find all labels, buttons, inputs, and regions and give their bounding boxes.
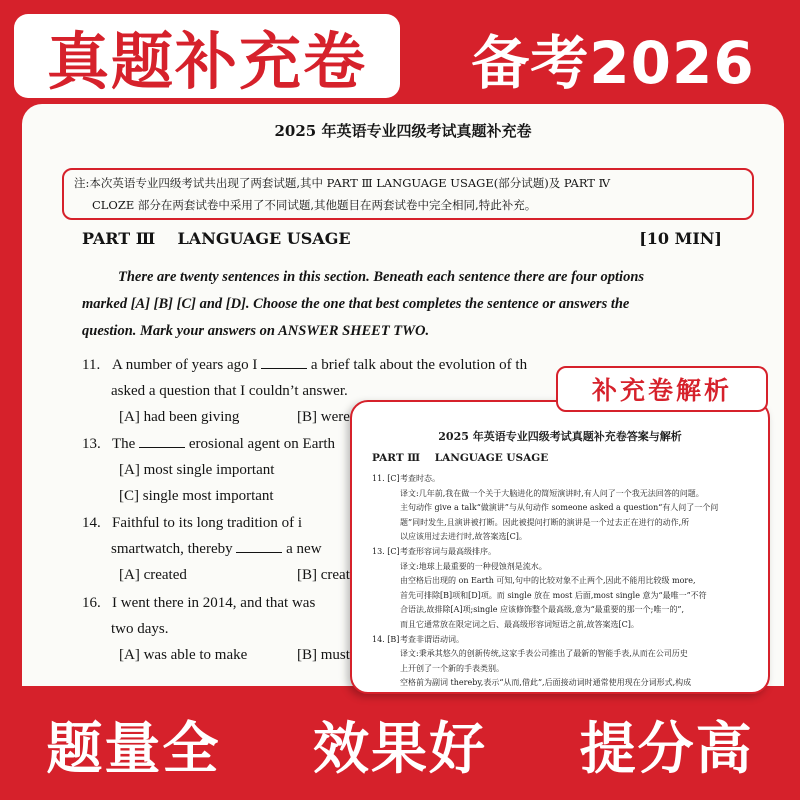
answer-question-number: 11. [C] bbox=[372, 474, 400, 483]
answer-line bbox=[372, 574, 748, 589]
answer-line bbox=[372, 560, 748, 575]
paper-title: 2025 年英语专业四级考试真题补充卷 bbox=[274, 122, 532, 140]
answer-line bbox=[372, 662, 748, 677]
option-a: [A] created bbox=[119, 567, 187, 583]
answer-text: 考查时态。 bbox=[400, 474, 440, 483]
answer-blank bbox=[139, 433, 185, 448]
part-title: PART Ⅲ LANGUAGE USAGE bbox=[82, 229, 351, 248]
part-heading bbox=[82, 229, 722, 248]
note-line-1: 注:本次英语专业四级考试共出现了两套试题,其中 PART Ⅲ LANGUAGE USAGE(部分试题)及 PART Ⅳ bbox=[74, 176, 611, 190]
answer-card-body bbox=[372, 472, 748, 691]
answer-text: 而且它通常放在限定词之后、最高级形容词短语之前,故答案选[C]。 bbox=[400, 619, 639, 629]
question-continuation: asked a question that I couldn’t answer. bbox=[111, 383, 348, 399]
answer-text: 译文:秉承其悠久的创新传统,这家手表公司推出了最新的智能手表,从而在公司历史 bbox=[400, 649, 688, 659]
question-text: erosional agent on Earth bbox=[188, 436, 336, 452]
question-number: 16. bbox=[82, 595, 101, 611]
answer-question-number: 13. [C] bbox=[372, 546, 400, 556]
option-b: [B] must bbox=[297, 647, 350, 663]
answer-line bbox=[372, 516, 748, 531]
answer-text: 考查形容词与最高级排序。 bbox=[400, 546, 496, 556]
part-time: [10 MIN] bbox=[639, 229, 722, 248]
answer-line bbox=[372, 618, 748, 633]
answer-line bbox=[372, 472, 748, 487]
question-number: 11. bbox=[82, 357, 101, 373]
question-text: Faithful to its long tradition of i bbox=[112, 515, 302, 531]
instructions-line-2: marked [A] [B] [C] and [D]. Choose the one that best completes the sentence or answers the bbox=[82, 296, 630, 312]
answer-card bbox=[350, 400, 770, 694]
banner-subtitle: 备考2026 bbox=[471, 29, 755, 97]
question-text: A number of years ago I bbox=[112, 357, 258, 373]
slogan-2: 效果好 bbox=[312, 717, 487, 782]
answer-line bbox=[372, 501, 748, 516]
question-number: 14. bbox=[82, 515, 101, 531]
answer-blank bbox=[261, 354, 307, 369]
option-b: [B] creat bbox=[297, 567, 350, 583]
instructions-line-1: There are twenty sentences in this section. Beneath each sentence there are four options bbox=[118, 269, 645, 285]
instructions bbox=[82, 264, 722, 345]
question-text: a brief talk about the evolution of th bbox=[310, 357, 528, 373]
answer-text: 以应该用过去进行时,故答案选[C]。 bbox=[400, 532, 527, 542]
instructions-line-3: question. Mark your answers on ANSWER SHEET TWO. bbox=[82, 323, 430, 339]
answer-question-number: 14. [B] bbox=[372, 634, 400, 644]
answer-text: 考查非谓语动词。 bbox=[400, 634, 464, 644]
answer-tag: 补充卷解析 bbox=[556, 366, 768, 412]
answer-line bbox=[372, 676, 748, 691]
question-continuation: two days. bbox=[111, 621, 169, 637]
slogan-3: 提分高 bbox=[579, 717, 754, 782]
option-b: [B] were bbox=[297, 409, 350, 425]
question-number: 13. bbox=[82, 436, 101, 452]
answer-text: 由空格后出现的 on Earth 可知,句中的比较对象不止两个,因此不能用比较级 more, bbox=[400, 576, 696, 586]
answer-text: 题”同时发生,且演讲被打断。因此被提问打断的演讲是一个过去正在进行的动作,所 bbox=[400, 517, 690, 527]
answer-text: 上开创了一个新的手表类别。 bbox=[400, 663, 504, 673]
answer-text: 首先可排除[B]项和[D]项。而 single 放在 most 后面,most single 意为“最唯一”不符 bbox=[400, 590, 707, 600]
question-text: The bbox=[112, 436, 136, 452]
answer-line bbox=[372, 647, 748, 662]
answer-line bbox=[372, 545, 748, 560]
answer-text: 合语法,故排除[A]项;single 应该修饰整个最高级,意为“最重要的那一个;唯一的”, bbox=[400, 605, 684, 615]
answer-line bbox=[372, 633, 748, 648]
answer-card-part: PART Ⅲ LANGUAGE USAGE bbox=[372, 452, 549, 464]
answer-text: 译文:几年前,我在做一个关于大脑进化的简短演讲时,有人问了一个我无法回答的问题。 bbox=[400, 488, 704, 498]
option-a: [A] most single important bbox=[119, 462, 275, 478]
note-line-2: CLOZE 部分在两套试卷中采用了不同试题,其他题目在两套试卷中完全相同,特此补充。 bbox=[92, 198, 537, 212]
slogan-1: 题量全 bbox=[46, 717, 221, 782]
answer-card-title: 2025 年英语专业四级考试真题补充卷答案与解析 bbox=[438, 430, 682, 443]
answer-blank bbox=[236, 538, 282, 553]
answer-text: 译文:地球上最重要的一种侵蚀剂是流水。 bbox=[400, 561, 547, 571]
banner-title: 真题补充卷 bbox=[14, 14, 400, 98]
answer-text: 空格前为副词 thereby,表示“从而,借此”,后面接动词时通常使用现在分词形式,构成 bbox=[400, 678, 692, 688]
answer-text: 主句动作 give a talk“做演讲”与从句动作 someone asked a question“有人问了一个问 bbox=[400, 503, 719, 513]
option-c: [C] single most important bbox=[119, 488, 274, 504]
option-a: [A] had been giving bbox=[119, 409, 240, 425]
option-a: [A] was able to make bbox=[119, 647, 248, 663]
question-text: a new bbox=[286, 541, 322, 557]
answer-line bbox=[372, 603, 748, 618]
answer-line bbox=[372, 589, 748, 604]
question-text: I went there in 2014, and that was bbox=[112, 595, 316, 611]
note-box bbox=[62, 168, 754, 220]
answer-line bbox=[372, 530, 748, 545]
question-text: smartwatch, thereby bbox=[111, 541, 233, 557]
bottom-banner bbox=[0, 690, 800, 800]
answer-line bbox=[372, 487, 748, 502]
